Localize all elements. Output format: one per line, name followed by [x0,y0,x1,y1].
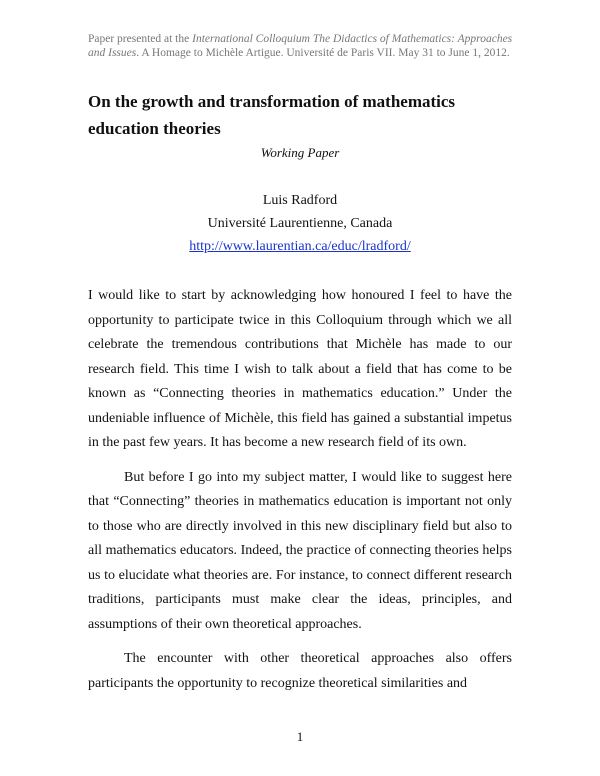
paragraph: The encounter with other theoretical approaches also offers participants the opportunity to recognize theoretical similarities and [88,651,512,691]
author-name: Luis Radford [262,193,338,208]
conference-note-suffix: . A Homage to Michèle Artigue. Université de Paris VII. May 31 to June 1, 2012. [136,47,510,59]
conference-note [88,32,518,60]
page-number: 1 [296,729,304,744]
paragraph: I would like to start by acknowledging how honoured I feel to have the opportunity to participate twice in this Colloquium through which we all celebrate the tremendous contributions that Michèle has made to our research field. This time I wish to talk about a field that has come to be known as “Connecting theories in mathematics education.” Under the undeniable influence of Michèle, this field has gained a substantial impetus in the past few years. It has become a new research field of its own. [88,288,512,450]
paper-subtitle: Working Paper [260,145,340,160]
conference-name: International Colloquium The Didactics of Mathematics: Approaches and Issues [88,33,513,59]
body-text [88,284,512,706]
author-url-link[interactable]: http://www.laurentian.ca/educ/lradford/ [189,239,411,254]
author-affiliation: Université Laurentienne, Canada [207,216,393,231]
author-block [0,189,600,258]
paragraph: But before I go into my subject matter, I would like to suggest here that “Connecting” theories in mathematics education is important not only to those who are directly involved in this new disciplinary field but also to all mathematics educators. Indeed, the practice of connecting theories helps us to elucidate what theories are. For instance, to connect different research traditions, participants must make clear the ideas, principles, and assumptions of their own theoretical approaches. [88,469,512,632]
paper-title: On the growth and transformation of mathematics education theories [88,92,456,138]
conference-note-prefix: Paper presented at the [88,33,193,45]
